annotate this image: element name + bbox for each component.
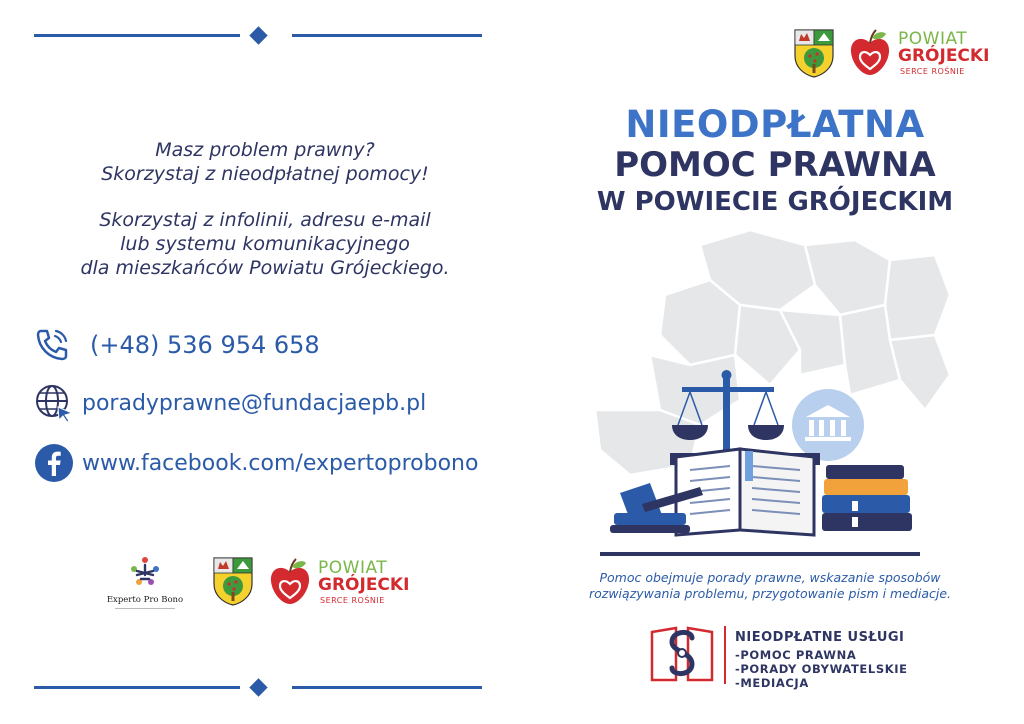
bottom-left-rule-left [34,686,240,689]
free-services-logo-icon [648,622,716,686]
service-item-civic-advice: -PORADY OBYWATELSKIE [735,662,908,676]
free-services-divider [724,626,726,684]
intro-line-4: lub systemu komunikacyjnego [120,233,410,255]
experto-underline [115,608,175,609]
powiat-grojecki-logo-left [268,556,418,610]
service-description [565,570,975,602]
powiat-tagline-right: SERCE ROŚNIE [900,67,965,76]
apple-heart-icon [268,558,312,606]
powiat-line2-left: GRÓJECKI [318,575,410,595]
facebook-contact [34,443,478,483]
intro-line-5: dla mieszkańców Powiatu Grójeckiego. [80,257,450,279]
facebook-url[interactable]: www.facebook.com/expertoprobono [82,450,479,476]
intro-line-3: Skorzystaj z infolinii, adresu e-mail [99,209,431,231]
globe-icon [34,383,74,423]
email-address[interactable]: poradyprawne@fundacjaepb.pl [82,390,427,416]
title-line-2: POMOC PRAWNA [614,145,936,185]
description-line-1: Pomoc obejmuje porady prawne, wskazanie sposobów [599,570,941,585]
title-line-1: NIEODPŁATNA [625,103,925,146]
facebook-icon [34,443,74,483]
intro-line-2: Skorzystaj z nieodpłatnej pomocy! [101,163,429,185]
intro-line-1: Masz problem prawny? [155,139,375,161]
book-stack [822,465,912,531]
powiat-grojecki-logo-right [848,27,998,81]
experto-pro-bono-logo [100,555,190,609]
email-contact [34,383,426,423]
powiat-line1-right: POWIAT [898,29,968,49]
free-services-list [735,630,908,690]
phone-contact [34,327,320,363]
top-left-diamond [249,26,267,44]
powiat-line2-right: GRÓJECKI [898,46,990,66]
service-item-mediation: -MEDIACJA [735,676,809,690]
description-line-2: rozwiązywania problemu, przygotowanie pism i mediacje. [588,586,951,601]
legal-aid-illustration [590,225,970,560]
phone-icon [34,327,70,363]
powiat-tagline-left: SERCE ROŚNIE [320,596,385,605]
bottom-left-diamond [249,678,267,696]
intro-question [40,138,490,186]
phone-number[interactable]: (+48) 536 954 658 [90,331,320,359]
bottom-left-rule-right [292,686,482,689]
service-item-legal-aid: -POMOC PRAWNA [735,648,857,662]
apple-heart-icon [848,29,892,77]
services-heading: NIEODPŁATNE USŁUGI [735,630,905,645]
experto-name: Experto Pro Bono [106,595,184,605]
title-line-3: W POWIECIE GRÓJECKIM [596,187,954,217]
county-coat-of-arms-left [212,556,254,606]
court-building-icon [792,389,864,461]
county-coat-of-arms-right [793,28,835,78]
top-left-rule-left [34,34,240,37]
top-left-rule-right [292,34,482,37]
intro-details [40,208,490,280]
experto-figures-icon [128,555,162,589]
powiat-line1-left: POWIAT [318,558,388,578]
